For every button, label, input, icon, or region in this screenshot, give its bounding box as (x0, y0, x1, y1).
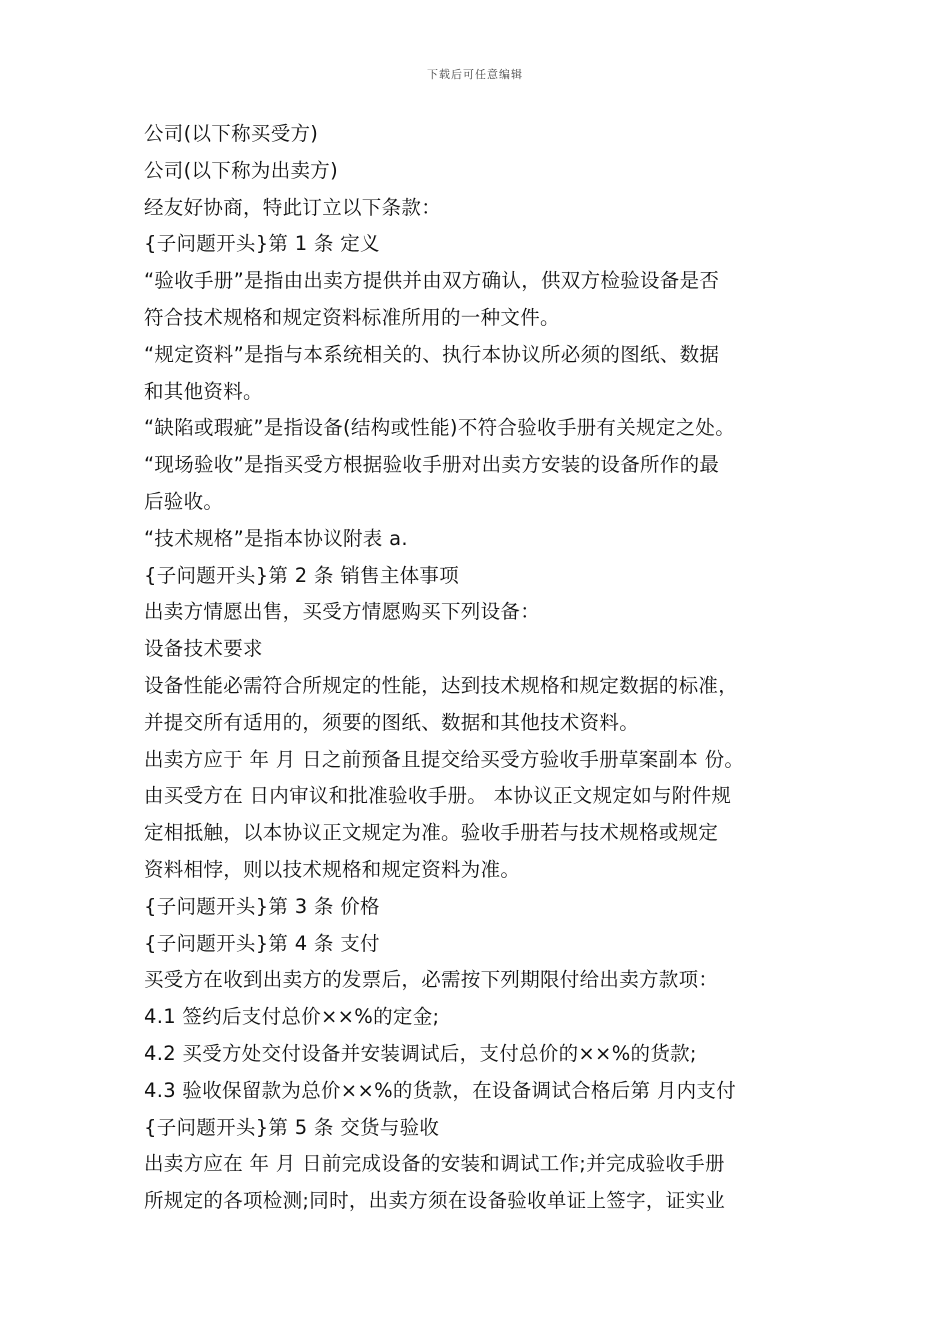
text-line: 公司(以下称买受方) (144, 122, 319, 145)
text-line: 资料相悖，则以技术规格和规定资料为准。 (144, 857, 521, 881)
section-heading: {子问题开头}第 3 条 价格 (144, 894, 380, 918)
text-line: “验收手册”是指由出卖方提供并由双方确认，供双方检验设备是否 (144, 269, 720, 293)
section-heading: {子问题开头}第 5 条 交货与验收 (144, 1115, 440, 1139)
text-line: “技术规格”是指本协议附表 a. (144, 526, 408, 550)
text-line: 定相抵触，以本协议正文规定为准。验收手册若与技术规格或规定 (144, 821, 719, 845)
text-line: 设备技术要求 (144, 637, 263, 661)
list-item: 4.3 验收保留款为总价××%的货款，在设备调试合格后第 月内支付 (144, 1078, 737, 1102)
section-heading: {子问题开头}第 2 条 销售主体事项 (144, 563, 460, 587)
text-line: 设备性能必需符合所规定的性能，达到技术规格和规定数据的标准， (144, 673, 739, 697)
text-line: 后验收。 (144, 489, 224, 513)
text-line: 出卖方情愿出售，买受方情愿购买下列设备： (144, 600, 541, 624)
list-item: 4.1 签约后支付总价××%的定金; (144, 1005, 440, 1029)
text-line: 出卖方应于 年 月 日之前预备且提交给买受方验收手册草案副本 份。 (144, 747, 745, 771)
text-line: 所规定的各项检测;同时，出卖方须在设备验收单证上签字，证实业 (144, 1189, 726, 1213)
list-item: 4.2 买受方处交付设备并安装调试后，支付总价的××%的货款; (144, 1041, 697, 1065)
text-line: 符合技术规格和规定资料标准所用的一种文件。 (144, 305, 560, 329)
text-line: “规定资料”是指与本系统相关的、执行本协议所必须的图纸、数据 (144, 342, 720, 366)
text-line: 买受方在收到出卖方的发票后，必需按下列期限付给出卖方款项： (144, 968, 719, 992)
text-line: 由买受方在 日内审议和批准验收手册。 本协议正文规定如与附件规 (144, 784, 732, 808)
text-line: “缺陷或瑕疵”是指设备(结构或性能)不符合验收手册有关规定之处。 (144, 416, 736, 440)
text-line: 公司(以下称为出卖方) (144, 158, 339, 182)
text-line: 并提交所有适用的，须要的图纸、数据和其他技术资料。 (144, 710, 640, 734)
text-line: 出卖方应在 年 月 日前完成设备的安装和调试工作;并完成验收手册 (144, 1152, 725, 1176)
text-line: 和其他资料。 (144, 379, 263, 403)
text-line: “现场验收”是指买受方根据验收手册对出卖方安装的设备所作的最 (144, 453, 720, 477)
page-header-note: 下载后可任意编辑 (427, 68, 523, 81)
text-line: 经友好协商，特此订立以下条款： (144, 195, 442, 219)
section-heading: {子问题开头}第 4 条 支付 (144, 931, 380, 955)
section-heading: {子问题开头}第 1 条 定义 (144, 232, 380, 256)
document-body (144, 116, 824, 1220)
